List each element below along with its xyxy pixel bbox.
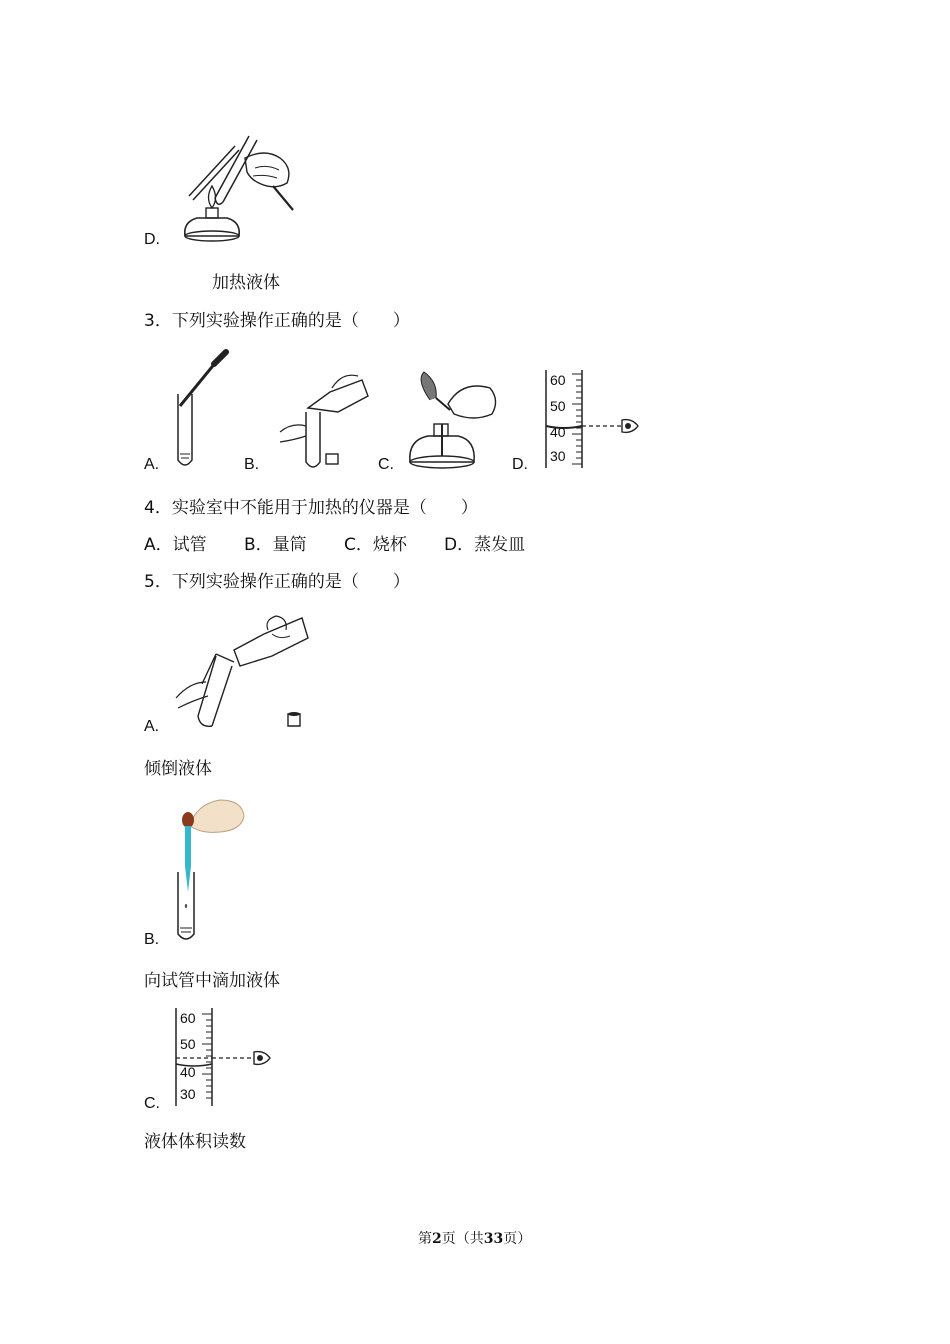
q5-option-a-letter: A.: [144, 718, 160, 735]
q3-option-d-letter: D.: [512, 456, 528, 473]
footer-suffix: 页）: [503, 1231, 532, 1247]
q3-option-b-letter: B.: [244, 456, 260, 473]
footer-prefix: 第: [418, 1231, 432, 1247]
q5-tick-40: 40: [180, 1064, 196, 1080]
q5-option-b-letter: B.: [144, 931, 160, 948]
q3-tick-60: 60: [550, 372, 566, 388]
q3-lamp-lighting-illustration: [402, 370, 502, 475]
q3-pouring-illustration: [272, 362, 372, 472]
q5-option-b-caption: 向试管中滴加液体: [144, 971, 280, 991]
q2-option-d-letter: D.: [144, 231, 160, 248]
page-footer: [418, 1228, 531, 1248]
q2-option-d-caption: 加热液体: [212, 273, 280, 293]
q3-dropper-in-tube-illustration: [170, 350, 240, 472]
q5-tick-60: 60: [180, 1010, 196, 1026]
q3-stem: 3．下列实验操作正确的是（ ）: [144, 311, 410, 331]
q5-pouring-liquid-illustration: [172, 612, 312, 732]
footer-mid: 页（共: [441, 1231, 484, 1247]
q3-tick-40: 40: [550, 424, 566, 440]
q4-stem: 4．实验室中不能用于加热的仪器是（ ）: [144, 498, 478, 518]
q4-option-d: D．蒸发皿: [444, 535, 526, 555]
q5-dropping-liquid-illustration: [172, 796, 252, 946]
q5-option-a-caption: 倾倒液体: [144, 759, 212, 779]
q3-option-a-letter: A.: [144, 456, 160, 473]
q5-option-c-caption: 液体体积读数: [144, 1132, 246, 1152]
q4-option-b: B．量筒: [244, 535, 307, 555]
q5-stem: 5．下列实验操作正确的是（ ）: [144, 572, 410, 592]
q3-option-c-letter: C.: [378, 456, 394, 473]
q5-tick-30: 30: [180, 1086, 196, 1102]
footer-total-pages: 33: [483, 1231, 504, 1247]
q4-option-c: C．烧杯: [344, 535, 407, 555]
q5-tick-50: 50: [180, 1036, 196, 1052]
q3-tick-30: 30: [550, 448, 566, 464]
q4-option-a: A．试管: [144, 535, 207, 555]
q3-tick-50: 50: [550, 398, 566, 414]
q5-option-c-letter: C.: [144, 1095, 160, 1112]
footer-page-number: 2: [432, 1231, 442, 1247]
heating-liquid-illustration: [175, 128, 300, 248]
